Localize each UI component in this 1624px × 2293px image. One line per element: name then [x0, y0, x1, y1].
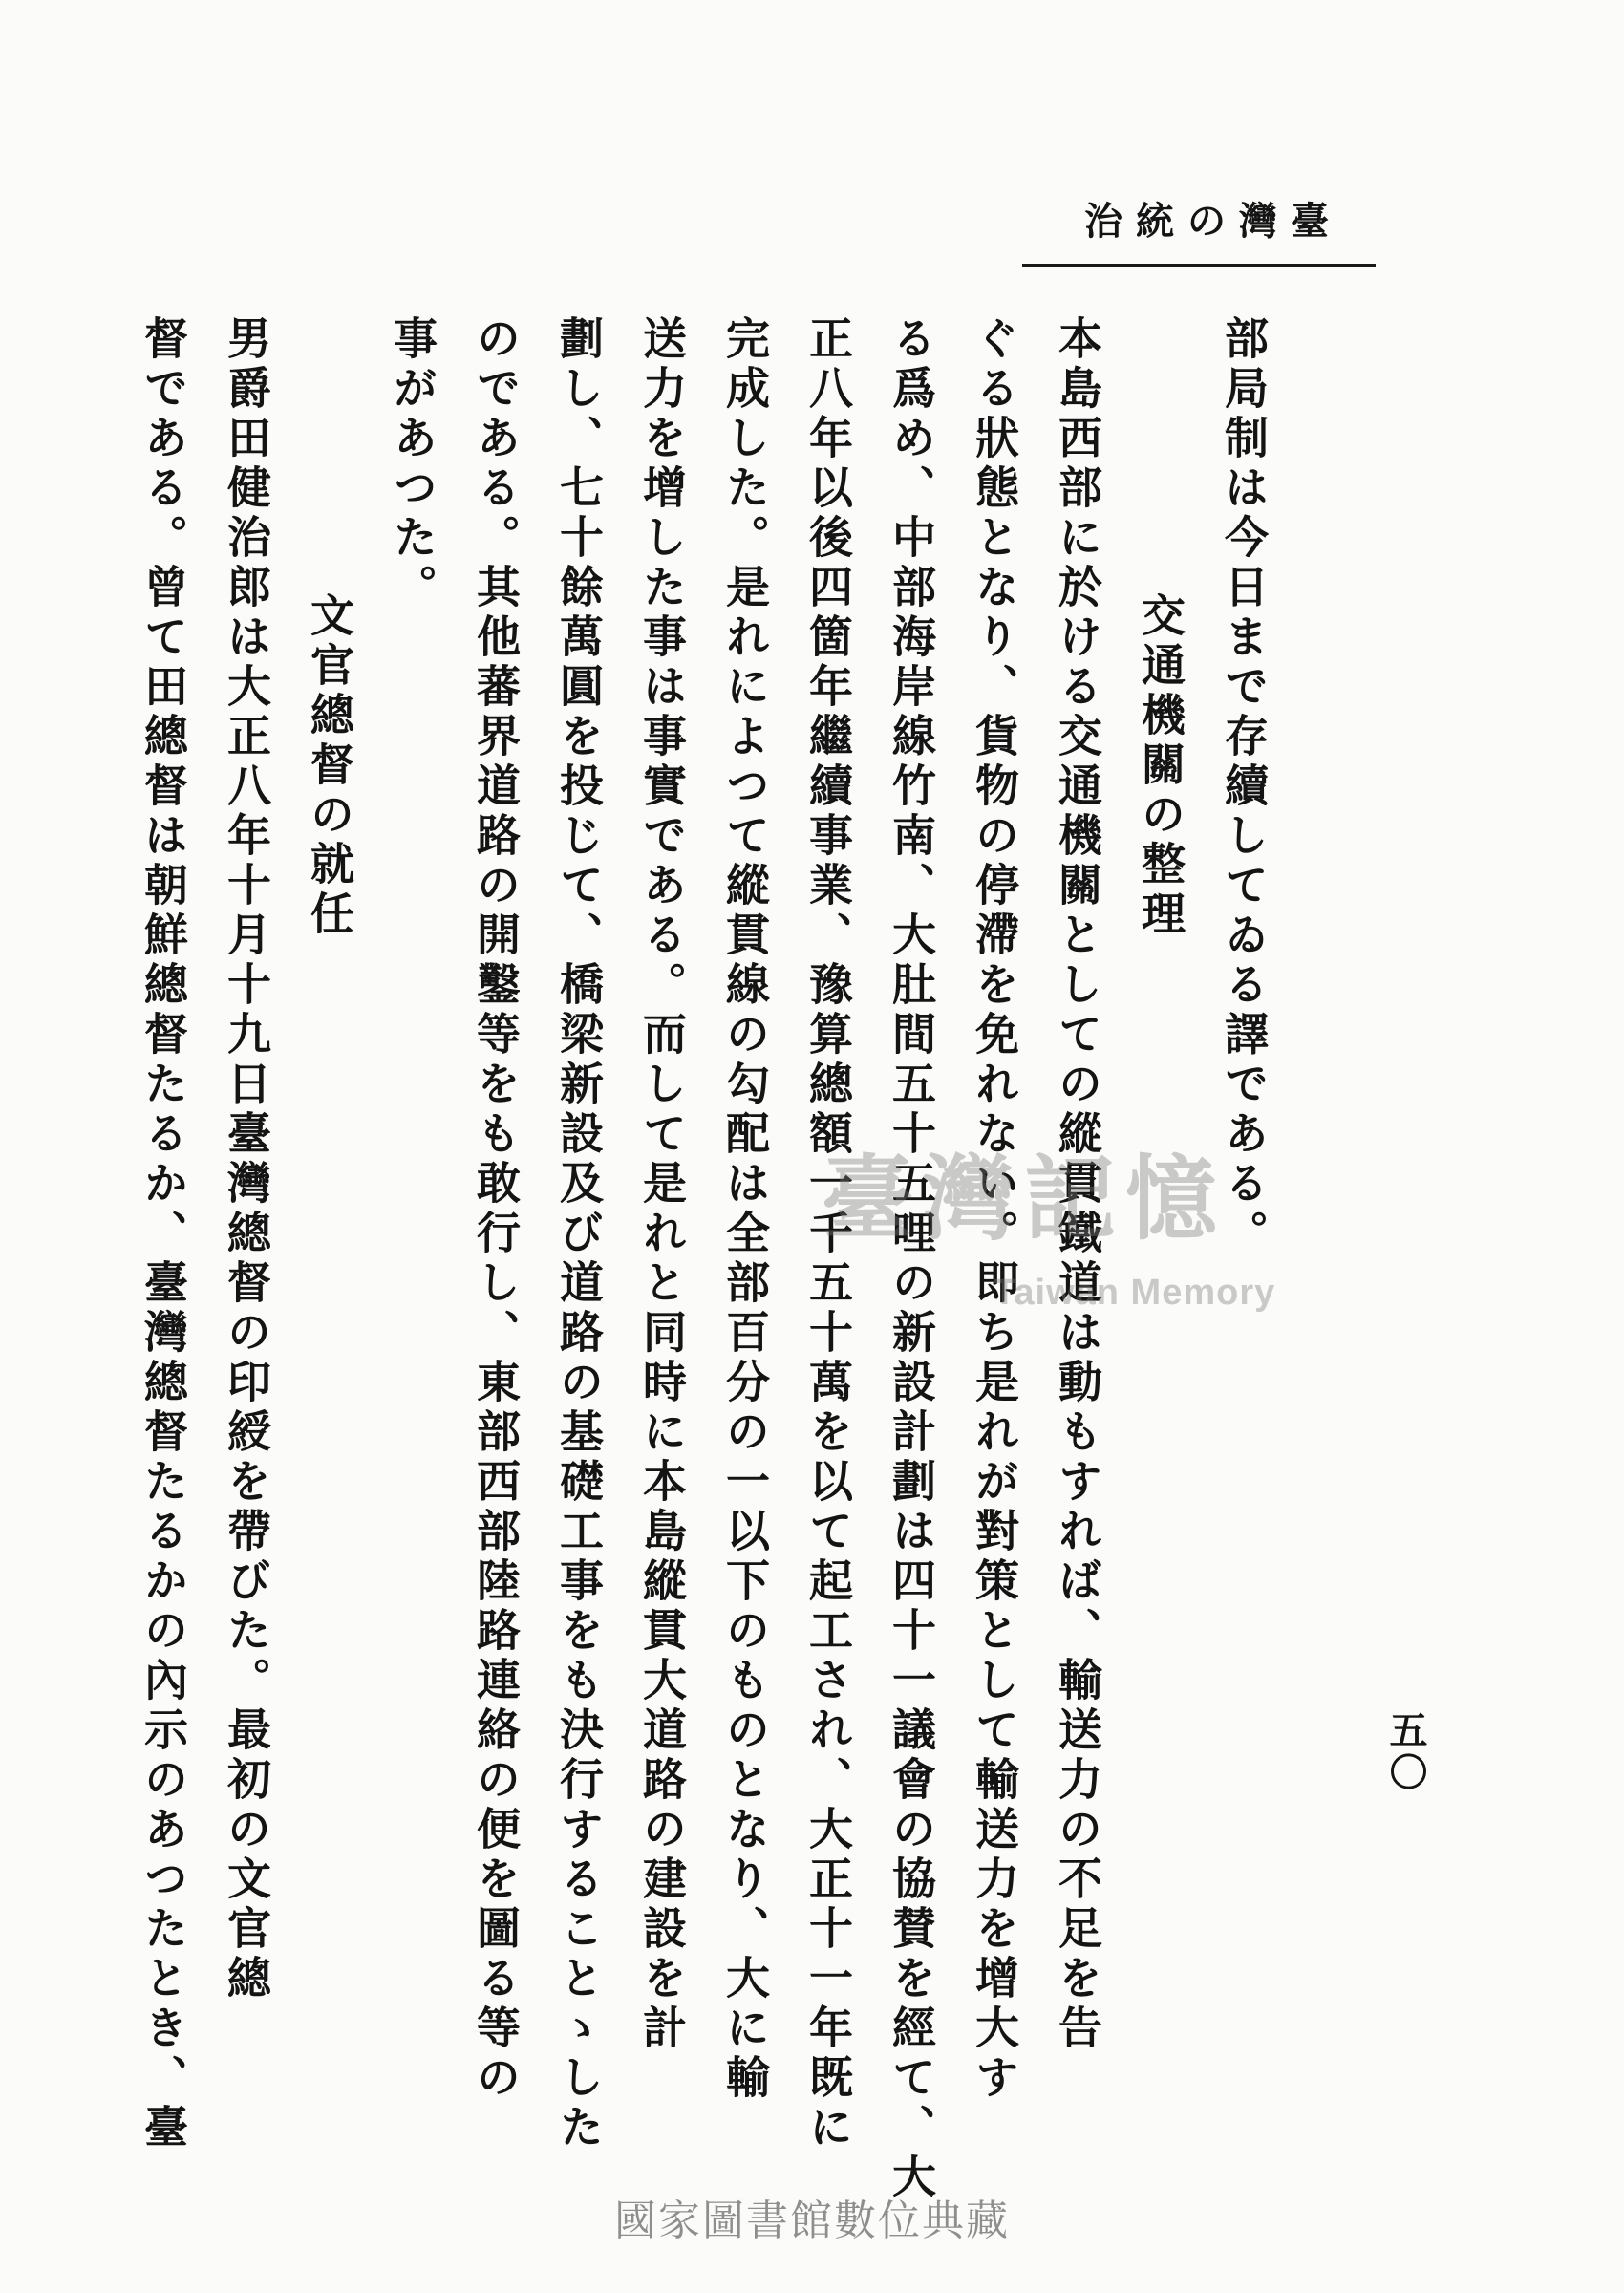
- section-heading-transport: 交通機關の整理: [1135, 592, 1186, 940]
- watermark-main-text: 臺灣記憶: [822, 1145, 1227, 1253]
- text-column: 劃し、七十餘萬圓を投じて、橋梁新設及び道路の基礎工事をも決行することゝした: [553, 315, 605, 2154]
- text-column: のである。其他蕃界道路の開鑿等をも敢行し、東部西部陸路連絡の便を圖る等の: [470, 315, 522, 2104]
- body-text: [138, 315, 1285, 2203]
- text-column: 事があつた。: [387, 315, 438, 613]
- text-column: 本島西部に於ける交通機關としての縱貫鐵道は動もすれば、輸送力の不足を告: [1052, 315, 1103, 2054]
- text-column: る爲め、中部海岸線竹南、大肚間五十五哩の新設計劃は四十一議會の協賛を經て、大: [886, 315, 937, 2203]
- footer-collection-label: 國家圖書館數位典藏: [614, 2197, 1010, 2245]
- text-column: 督である。曾て田總督は朝鮮總督たるか、臺灣總督たるかの內示のあつたとき、臺: [138, 315, 189, 2154]
- text-column: ぐる狀態となり、貨物の停滯を免れない。即ち是れが對策として輸送力を增大す: [969, 315, 1020, 2104]
- text-column: 正八年以後四箇年繼續事業、豫算總額一千五十萬を以て起工され、大正十一年既に: [802, 315, 854, 2154]
- running-header-title: 臺灣の統治: [1084, 199, 1342, 244]
- header-rule: [1022, 264, 1376, 267]
- page-number: 五〇: [1383, 1710, 1428, 1794]
- section-heading-governor: 文官總督の就任: [304, 592, 355, 940]
- text-column: 男爵田健治郎は大正八年十月十九日臺灣總督の印綬を帶びた。最初の文官總: [221, 315, 272, 2004]
- watermark-sub-text: Taiwan Memory: [994, 1273, 1276, 1313]
- text-column: 完成した。是れによつて縱貫線の勾配は全部百分の一以下のものとなり、大に輸: [719, 315, 771, 2104]
- text-column: 部局制は今日まで存續してゐる譯である。: [1218, 315, 1270, 1259]
- text-column: 送力を增した事は事實である。而して是れと同時に本島縱貫大道路の建設を計: [636, 315, 688, 2054]
